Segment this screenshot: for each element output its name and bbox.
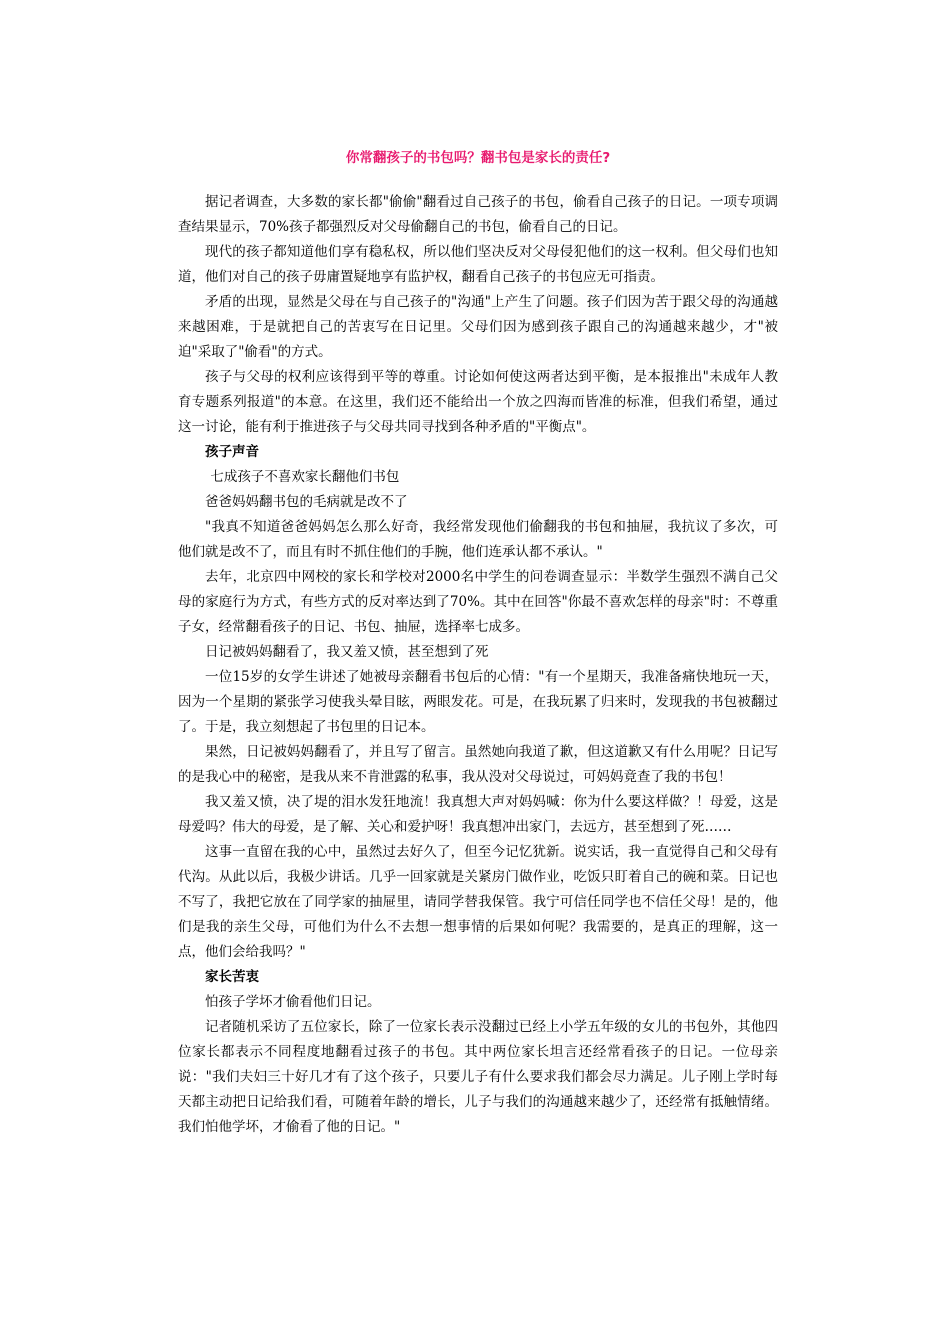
body-paragraph: 去年，北京四中网校的家长和学校对2000名中学生的问卷调查显示：半数学生强烈不满自己父母的家庭行为方式，有些方式的反对率达到了70%。其中在回答"你最不喜欢怎样的母亲"时：不尊重子女，经常翻看孩子的日记、书包、抽屉，选择率七成多。 (178, 569, 778, 635)
body-paragraph: 这事一直留在我的心中，虽然过去好久了，但至今记忆犹新。说实话，我一直觉得自己和父母有代沟。从此以后，我极少讲话。几乎一回家就是关紧房门做作业，吃饭只盯着自己的碗和菜。日记也不写了，我把它放在了同学家的抽屉里，请同学替我保管。我宁可信任同学也不信任父母！是的，他们是我的亲生父母，可他们为什么不去想一想事情的后果如何呢？我需要的，是真正的理解，这一点，他们会给我吗？" (178, 844, 778, 960)
body-paragraph: 据记者调查，大多数的家长都"偷偷"翻看过自己孩子的书包，偷看自己孩子的日记。一项专项调查结果显示，70%孩子都强烈反对父母偷翻自己的书包，偷看自己的日记。 (178, 194, 778, 235)
section-heading: 家长苦衷 (205, 969, 259, 985)
article-body (178, 190, 778, 1140)
body-paragraph: 果然，日记被妈妈翻看了，并且写了留言。虽然她向我道了歉，但这道歉又有什么用呢？日记写的是我心中的秘密，是我从来不肯泄露的私事，我从没对父母说过，可妈妈竟查了我的书包！ (178, 744, 778, 785)
body-paragraph: 一位15岁的女学生讲述了她被母亲翻看书包后的心情："有一个星期天，我准备痛快地玩一天，因为一个星期的紧张学习使我头晕目眩，两眼发花。可是，在我玩累了归来时，发现我的书包被翻过了。于是，我立刻想起了书包里的日记本。 (178, 669, 778, 735)
document-page (178, 148, 778, 1140)
body-paragraph: 我又羞又愤，决了堤的泪水发狂地流！我真想大声对妈妈喊：你为什么要这样做？！母爱，这是母爱吗？伟大的母爱，是了解、关心和爱护呀！我真想冲出家门，去远方，甚至想到了死…… (178, 794, 778, 835)
body-paragraph: 孩子与父母的权利应该得到平等的尊重。讨论如何使这两者达到平衡，是本报推出"未成年人教育专题系列报道"的本意。在这里，我们还不能给出一个放之四海而皆准的标准，但我们希望，通过这一讨论，能有利于推进孩子与父母共同寻找到各种矛盾的"平衡点"。 (178, 369, 778, 435)
body-paragraph: 现代的孩子都知道他们享有稳私权，所以他们坚决反对父母侵犯他们的这一权利。但父母们也知道，他们对自己的孩子毋庸置疑地享有监护权，翻看自己孩子的书包应无可指责。 (178, 244, 778, 285)
section-heading: 孩子声音 (205, 444, 259, 460)
body-paragraph: "我真不知道爸爸妈妈怎么那么好奇，我经常发现他们偷翻我的书包和抽屉，我抗议了多次，可他们就是改不了，而且有时不抓住他们的手腕，他们连承认都不承认。" (178, 519, 778, 560)
page-title: 你常翻孩子的书包吗？翻书包是家长的责任? (345, 150, 611, 166)
subheading-paragraph: 七成孩子不喜欢家长翻他们书包 (210, 469, 400, 485)
body-paragraph: 日记被妈妈翻看了，我又羞又愤，甚至想到了死 (205, 644, 489, 660)
body-paragraph: 爸爸妈妈翻书包的毛病就是改不了 (205, 494, 408, 510)
body-paragraph: 怕孩子学坏才偷看他们日记。 (205, 994, 381, 1010)
body-paragraph: 记者随机采访了五位家长，除了一位家长表示没翻过已经上小学五年级的女儿的书包外，其他四位家长都表示不同程度地翻看过孩子的书包。其中两位家长坦言还经常看孩子的日记。一位母亲说："我们夫妇三十好几才有了这个孩子，只要儿子有什么要求我们都会尽力满足。儿子刚上学时每天都主动把日记给我们看，可随着年龄的增长，儿子与我们的沟通越来越少了，还经常有抵触情绪。我们怕他学坏，才偷看了他的日记。" (178, 1019, 778, 1135)
body-paragraph: 矛盾的出现，显然是父母在与自己孩子的"沟通"上产生了问题。孩子们因为苦于跟父母的沟通越来越困难，于是就把自己的苦衷写在日记里。父母们因为感到孩子跟自己的沟通越来越少，才"被迫"采取了"偷看"的方式。 (178, 294, 778, 360)
